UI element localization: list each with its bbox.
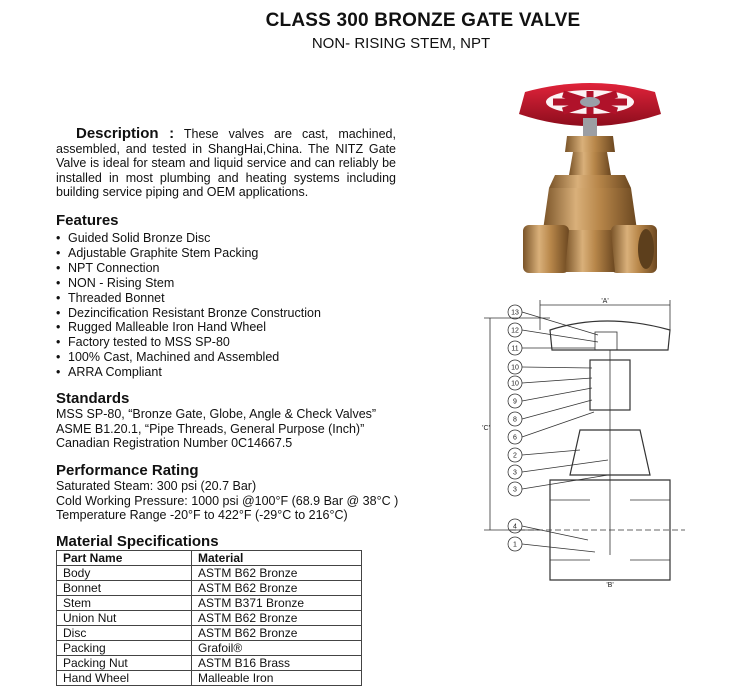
features-list	[56, 231, 321, 380]
performance-line: Temperature Range -20°F to 422°F (-29°C to 216°C)	[56, 508, 348, 522]
part-name: Hand Wheel	[57, 671, 192, 686]
description-label: Description :	[76, 125, 175, 142]
performance-heading: Performance Rating	[56, 462, 199, 479]
material: ASTM B62 Bronze	[192, 581, 362, 596]
dimension-b-label: 'B'	[606, 582, 614, 589]
materials-table	[56, 550, 362, 686]
list-item: • Dezincification Resistant Bronze Construction	[56, 306, 321, 321]
callout-label: 12	[511, 327, 519, 335]
list-item: • Threaded Bonnet	[56, 291, 321, 306]
list-item: • Guided Solid Bronze Disc	[56, 231, 321, 246]
material: Malleable Iron	[192, 671, 362, 686]
material: ASTM B62 Bronze	[192, 626, 362, 641]
performance-block	[56, 479, 398, 523]
callout-label: 3	[513, 469, 517, 477]
list-item: • ARRA Compliant	[56, 365, 321, 380]
material: Grafoil®	[192, 641, 362, 656]
table-row	[57, 611, 362, 626]
part-name: Union Nut	[57, 611, 192, 626]
table-row	[57, 581, 362, 596]
page-subtitle: NON- RISING STEM, NPT	[311, 35, 491, 52]
callout-label: 3	[513, 486, 517, 494]
callout-label: 11	[511, 345, 519, 353]
material: ASTM B371 Bronze	[192, 596, 362, 611]
standards-heading: Standards	[56, 390, 130, 407]
list-item: • NPT Connection	[56, 261, 321, 276]
callout-label: 2	[513, 452, 517, 460]
callout-label: 9	[513, 398, 517, 406]
part-name: Packing	[57, 641, 192, 656]
callout-label: 13	[511, 309, 519, 317]
callout-label: 10	[511, 364, 519, 372]
table-row	[57, 671, 362, 686]
standards-line: ASME B1.20.1, “Pipe Threads, General Purpose (Inch)”	[56, 421, 365, 436]
table-header-row	[57, 551, 362, 566]
dimension-a-label: 'A'	[601, 298, 609, 305]
part-name: Packing Nut	[57, 656, 192, 671]
callout-label: 1	[513, 541, 517, 549]
material: ASTM B62 Bronze	[192, 611, 362, 626]
standards-block	[56, 407, 376, 451]
table-row	[57, 656, 362, 671]
standards-line: MSS SP-80, “Bronze Gate, Globe, Angle & Check Valves”	[56, 407, 377, 421]
column-header: Material	[192, 551, 362, 566]
material: ASTM B62 Bronze	[192, 566, 362, 581]
column-header: Part Name	[57, 551, 192, 566]
cross-section-drawing	[470, 290, 685, 590]
list-item: • 100% Cast, Machined and Assembled	[56, 350, 321, 365]
list-item: • Rugged Malleable Iron Hand Wheel	[56, 320, 321, 335]
standards-line: Canadian Registration Number 0C14667.5	[56, 436, 293, 450]
callout-label: 6	[513, 434, 517, 442]
part-name: Body	[57, 566, 192, 581]
callout-label: 4	[513, 523, 517, 531]
table-row	[57, 641, 362, 656]
description	[56, 127, 396, 200]
page-title: CLASS 300 BRONZE GATE VALVE	[265, 10, 581, 31]
material: ASTM B16 Brass	[192, 656, 362, 671]
list-item: • Adjustable Graphite Stem Packing	[56, 246, 321, 261]
part-name: Bonnet	[57, 581, 192, 596]
description-text: These valves are cast, machined, assembled, and tested in ShangHai,China. The NITZ Gate Valve is ideal for steam and liquid service and can reliably be installed in most plumbing and heating systems including building service piping and OEM applications.	[56, 127, 396, 199]
table-row	[57, 566, 362, 581]
table-row	[57, 626, 362, 641]
dimension-c-label: 'C'	[482, 425, 490, 432]
callout-label: 10	[511, 380, 519, 388]
callout-label: 8	[513, 416, 517, 424]
features-heading: Features	[56, 212, 119, 229]
part-name: Stem	[57, 596, 192, 611]
list-item: • NON - Rising Stem	[56, 276, 321, 291]
valve-photo	[515, 80, 665, 280]
performance-line: Saturated Steam: 300 psi (20.7 Bar)	[56, 479, 257, 493]
performance-line: Cold Working Pressure: 1000 psi @100°F (68.9 Bar @ 38°C )	[56, 493, 399, 508]
materials-heading: Material Specifications	[56, 533, 219, 550]
list-item: • Factory tested to MSS SP-80	[56, 335, 321, 350]
part-name: Disc	[57, 626, 192, 641]
table-row	[57, 596, 362, 611]
